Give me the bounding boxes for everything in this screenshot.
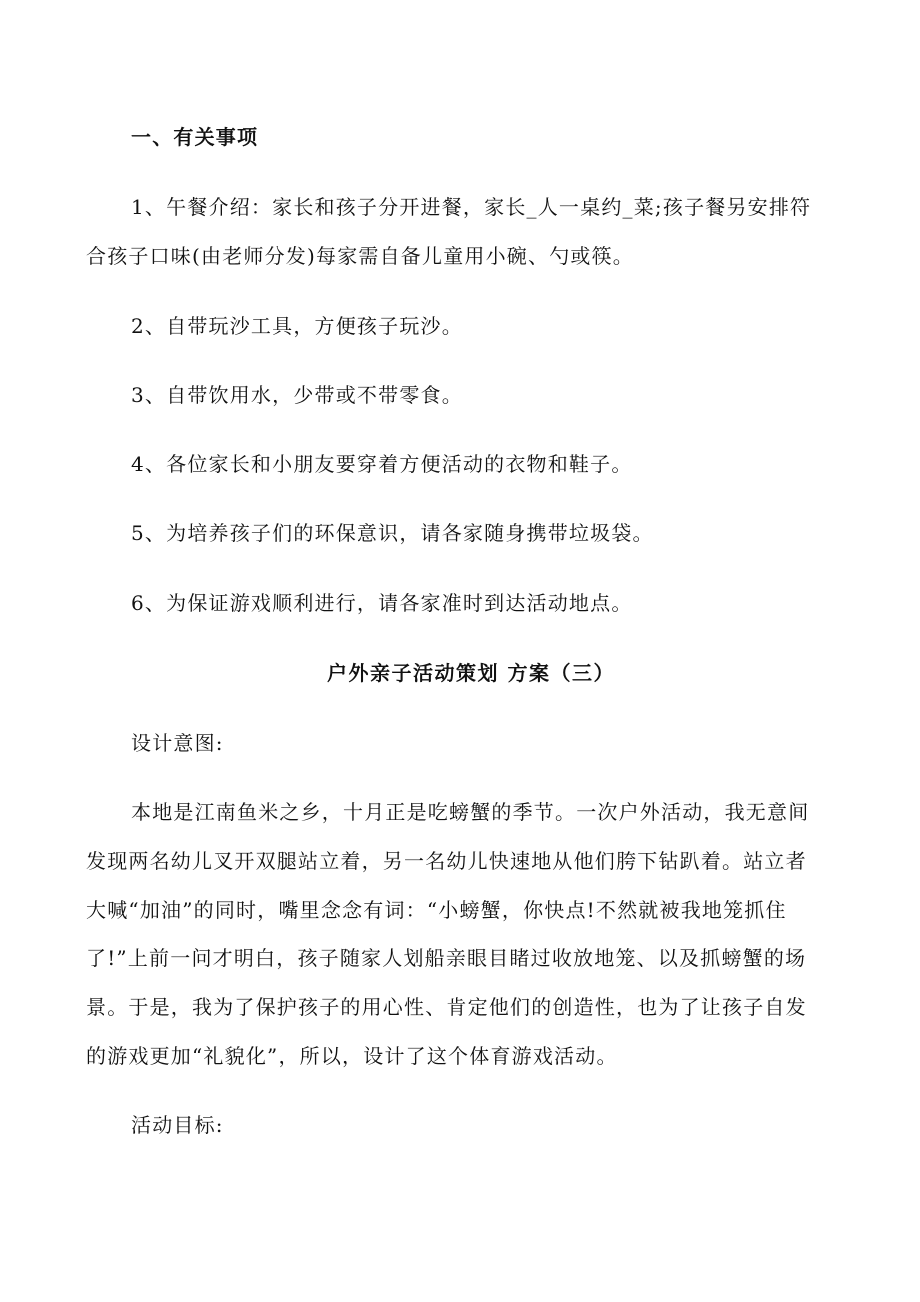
paragraph-line-5: 景。于是，我为了保护孩子的用心性、肯定他们的创造性，也为了让孩子自发 (86, 995, 807, 1019)
item-1-line-1: 1、午餐介绍：家长和孩子分开进餐，家长_人一桌约_菜;孩子餐另安排符 (131, 195, 812, 219)
paragraph-line-6: 的游戏更加“礼貌化”，所以，设计了这个体育游戏活动。 (86, 1044, 618, 1068)
item-5: 5、为培养孩子们的环保意识，请各家随身携带垃圾袋。 (131, 521, 654, 545)
item-4: 4、各位家长和小朋友要穿着方便活动的衣物和鞋子。 (131, 452, 633, 476)
design-intent-label: 设计意图: (131, 731, 224, 755)
item-3: 3、自带饮用水，少带或不带零食。 (131, 383, 463, 407)
paragraph-line-4: 了!”上前一问才明白，孩子随家人划船亲眼目睹过收放地笼、以及抓螃蟹的场 (86, 946, 807, 970)
paragraph-line-2: 发现两名幼儿叉开双腿站立着，另一名幼儿快速地从他们胯下钻趴着。站立者 (86, 849, 807, 873)
item-6: 6、为保证游戏顺利进行，请各家准时到达活动地点。 (131, 591, 633, 615)
paragraph-line-1: 本地是江南鱼米之乡，十月正是吃螃蟹的季节。一次户外活动，我无意间 (131, 800, 810, 824)
section-heading: 一、有关事项 (131, 125, 259, 149)
item-2: 2、自带玩沙工具，方便孩子玩沙。 (131, 314, 463, 338)
goals-label: 活动目标: (131, 1113, 224, 1137)
item-1-line-2: 合孩子口味(由老师分发)每家需自备儿童用小碗、勺或筷。 (86, 244, 635, 268)
plan-title: 户外亲子活动策划 方案（三） (327, 661, 615, 685)
paragraph-line-3: 大喊“加油”的同时，嘴里念念有词：“小螃蟹，你快点!不然就被我地笼抓住 (86, 898, 787, 922)
